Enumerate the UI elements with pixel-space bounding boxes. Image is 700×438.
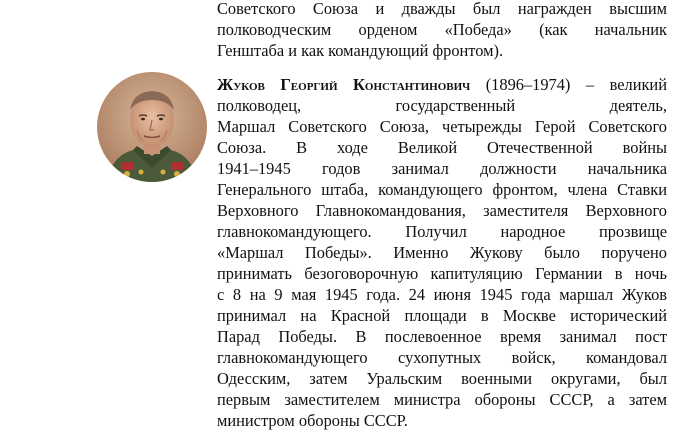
- paragraph-line: Советского Союза и дважды был награжден высшим: [217, 0, 667, 18]
- paragraph-line: принимать безоговорочную капитуляцию Германии в ночь: [217, 264, 667, 283]
- paragraph-line: первым заместителем министра обороны СССР, а затем: [217, 390, 667, 409]
- life-years: (1896–1974): [485, 75, 571, 94]
- zhukov-portrait: [97, 72, 207, 182]
- portrait-image: [97, 72, 207, 182]
- paragraph-line: 1941–1945 годов занимал должности начальника: [217, 159, 667, 178]
- person-name: Жуков Георгий Константинович: [217, 75, 471, 94]
- paragraph-line: Парад Победы. В послевоенное время занимал пост: [217, 327, 667, 346]
- paragraph-line: министром обороны СССР.: [217, 411, 408, 430]
- paragraph-line: главнокомандующего сухопутных войск, командовал: [217, 348, 667, 367]
- paragraph-line: Маршал Советского Союза, четырежды Герой Советского: [217, 117, 667, 136]
- paragraph-line: полководец, государственный деятель,: [217, 96, 667, 115]
- previous-paragraph: [217, 0, 667, 61]
- paragraph-line: [217, 74, 667, 95]
- paragraph-line: Союза. В ходе Великой Отечественной войны: [217, 138, 667, 157]
- paragraph-line: Генштаба и как командующий фронтом).: [217, 41, 504, 60]
- paragraph-line: «Маршал Победы». Именно Жукову было поручено: [217, 243, 667, 262]
- first-line-rest: – великий: [585, 75, 667, 94]
- paragraph-line: с 8 на 9 мая 1945 года. 24 июня 1945 года маршал Жуков: [217, 285, 667, 304]
- paragraph-line: Верховного Главнокомандования, заместителя Верховного: [217, 201, 667, 220]
- paragraph-line: Генерального штаба, командующего фронтом, члена Ставки: [217, 180, 667, 199]
- paragraph-line: полководческим орденом «Победа» (как начальник: [217, 20, 667, 39]
- paragraph-line: Одесским, затем Уральским военными округами, был: [217, 369, 667, 388]
- biography-paragraph: [217, 74, 667, 431]
- paragraph-line: принимал на Красной площади в Москве исторический: [217, 306, 667, 325]
- paragraph-line: главнокомандующего. Получил народное прозвище: [217, 222, 667, 241]
